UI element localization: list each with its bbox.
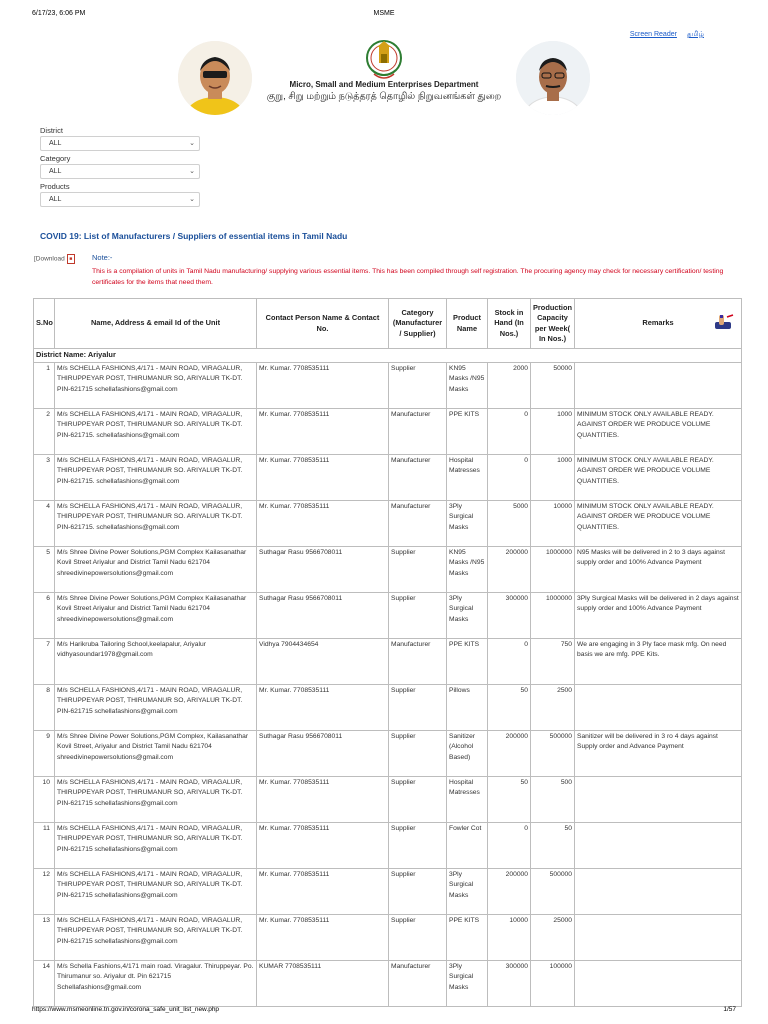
cell-category: Supplier (389, 592, 447, 638)
cell-category: Manufacturer (389, 454, 447, 500)
table-row (34, 362, 742, 408)
cell-unit: M/s SCHELLA FASHIONS,4/171 - MAIN ROAD, VIRAGALUR, THIRUPPEYAR POST, THIRUMANUR SO. ARIYALUR TK-DT. PIN-621715. schellafashions@gmail.com (55, 454, 257, 500)
table-row (34, 960, 742, 1006)
cell-sno: 2 (34, 408, 55, 454)
table-row (34, 500, 742, 546)
cell-remarks (575, 776, 742, 822)
cell-category: Supplier (389, 730, 447, 776)
cell-contact: Suthagar Rasu 9566708011 (257, 730, 389, 776)
cell-capacity: 500000 (531, 868, 575, 914)
cell-stock: 50 (488, 776, 531, 822)
district-label: District (40, 126, 63, 135)
table-row (34, 868, 742, 914)
header-contact: Contact Person Name & Contact No. (257, 299, 389, 349)
top-links (622, 30, 704, 39)
filters-panel (40, 126, 202, 210)
cell-unit: M/s SCHELLA FASHIONS,4/171 - MAIN ROAD, VIRAGALUR, THIRUPPEYAR POST, THIRUMANUR SO, ARIYALUR TK-DT. PIN-621715 schellafashions@gmail.com (55, 822, 257, 868)
cell-contact: Mr. Kumar. 7708535111 (257, 362, 389, 408)
cell-remarks: MINIMUM STOCK ONLY AVAILABLE READY. AGAINST ORDER WE PRODUCE VOLUME QUANTITIES. (575, 454, 742, 500)
district-select-value: ALL (49, 140, 62, 147)
cell-unit: M/s SCHELLA FASHIONS,4/171 - MAIN ROAD, VIRAGALUR, THIRUPPEYAR POST, THIRUMANUR SO, ARIYALUR TK-DT. PIN-621715 schellafashions@gmail.com (55, 362, 257, 408)
header-remarks-label: Remarks (642, 318, 674, 328)
cell-remarks (575, 914, 742, 960)
cell-contact: Mr. Kumar. 7708535111 (257, 868, 389, 914)
cell-category: Supplier (389, 914, 447, 960)
cell-remarks (575, 362, 742, 408)
cell-capacity: 1000000 (531, 592, 575, 638)
cell-stock: 200000 (488, 730, 531, 776)
cell-contact: Mr. Kumar. 7708535111 (257, 914, 389, 960)
cell-capacity: 25000 (531, 914, 575, 960)
screen-reader-link[interactable]: Screen Reader (629, 31, 677, 38)
cell-stock: 0 (488, 638, 531, 684)
table-header-row (34, 299, 742, 349)
download-label: [Download (34, 255, 65, 263)
cell-capacity: 1000 (531, 454, 575, 500)
cell-capacity: 50 (531, 822, 575, 868)
cell-sno: 13 (34, 914, 55, 960)
cell-contact: Mr. Kumar. 7708535111 (257, 776, 389, 822)
cell-contact: KUMAR 7708535111 (257, 960, 389, 1006)
cell-contact: Mr. Kumar. 7708535111 (257, 408, 389, 454)
cell-stock: 200000 (488, 546, 531, 592)
cell-contact: Suthagar Rasu 9566708011 (257, 592, 389, 638)
print-title: MSME (373, 10, 395, 17)
cell-product: Hospital Matresses (447, 776, 488, 822)
cell-product: Sanitizer (Alcohol Based) (447, 730, 488, 776)
cell-stock: 10000 (488, 914, 531, 960)
department-heading (0, 80, 768, 103)
district-row (34, 349, 742, 363)
cell-category: Manufacturer (389, 960, 447, 1006)
table-row (34, 546, 742, 592)
cell-sno: 11 (34, 822, 55, 868)
cell-contact: Mr. Kumar. 7708535111 (257, 684, 389, 730)
cell-unit: M/s SCHELLA FASHIONS,4/171 - MAIN ROAD, VIRAGALUR, THIRUPPEYAR POST, THIRUMANUR SO, ARIYALUR TK-DT. PIN-621715 schellafashions@gmail.com (55, 868, 257, 914)
page-url: https://www.msmeonline.tn.gov.in/corona_safe_unit_list_new.php (32, 1006, 220, 1013)
cell-unit: M/s Schella Fashions,4/171 main road. Viragalur. Thiruppeyar. Po. Thirumanur so. Ariyalur dt. Pin 621715 Schellafashions@gmail.com (55, 960, 257, 1006)
note-label: Note:- (92, 253, 113, 262)
cell-capacity: 1000000 (531, 546, 575, 592)
table-row (34, 454, 742, 500)
products-select-value: ALL (49, 196, 62, 203)
cell-sno: 8 (34, 684, 55, 730)
cell-unit: M/s SCHELLA FASHIONS,4/171 - MAIN ROAD, VIRAGALUR, THIRUPPEYAR POST, THIRUMANUR SO. ARIYALUR TK-DT. PIN-621715. schellafashions@gmail.com (55, 408, 257, 454)
cell-sno: 7 (34, 638, 55, 684)
cell-sno: 3 (34, 454, 55, 500)
department-name-english: Micro, Small and Medium Enterprises Department (289, 80, 479, 89)
pdf-icon[interactable]: ■ (67, 254, 75, 264)
table-row (34, 638, 742, 684)
cell-product: KN95 Masks /N95 Masks (447, 362, 488, 408)
cell-remarks: We are engaging in 3 Ply face mask mfg. On need basis we are mfg. PPE Kits. (575, 638, 742, 684)
cell-sno: 10 (34, 776, 55, 822)
tamil-nadu-emblem (362, 38, 406, 84)
cell-stock: 5000 (488, 500, 531, 546)
cell-stock: 0 (488, 454, 531, 500)
cell-unit: M/s Shree Divine Power Solutions,PGM Complex, Kailasanathar Kovil Street, Ariyalur and District Tamil Nadu 621704 shreedivinepowersolutions@gmail.com (55, 730, 257, 776)
district-select[interactable] (40, 136, 200, 151)
download-link[interactable] (34, 254, 75, 264)
table-row (34, 822, 742, 868)
cell-category: Supplier (389, 868, 447, 914)
header-unit: Name, Address & email Id of the Unit (55, 299, 257, 349)
page-title: COVID 19: List of Manufacturers / Suppliers of essential items in Tamil Nadu (40, 231, 348, 241)
cell-product: 3Ply Surgical Masks (447, 960, 488, 1006)
cell-sno: 14 (34, 960, 55, 1006)
cell-stock: 50 (488, 684, 531, 730)
cell-remarks (575, 684, 742, 730)
cell-product: 3Ply Surgical Masks (447, 500, 488, 546)
cell-stock: 200000 (488, 868, 531, 914)
cell-contact: Mr. Kumar. 7708535111 (257, 822, 389, 868)
cell-category: Supplier (389, 822, 447, 868)
cell-sno: 6 (34, 592, 55, 638)
table-row (34, 776, 742, 822)
chevron-down-icon: ⌄ (189, 196, 195, 203)
cell-product: 3Ply Surgical Masks (447, 592, 488, 638)
department-name-tamil: குறு, சிறு மற்றும் நடுத்தரத் தொழில் நிறுவனங்கள் துறை (266, 91, 502, 102)
cell-remarks: MINIMUM STOCK ONLY AVAILABLE READY. AGAINST ORDER WE PRODUCE VOLUME QUANTITIES. (575, 500, 742, 546)
cell-sno: 9 (34, 730, 55, 776)
header-category: Category (Manufacturer / Supplier) (389, 299, 447, 349)
header-stock: Stock in Hand (In Nos.) (488, 299, 531, 349)
cell-unit: M/s Harikruba Tailoring School,keelapalur, Ariyalur vidhyasoundar1978@gmail.com (55, 638, 257, 684)
header-capacity: Production Capacity per Week( In Nos.) (531, 299, 575, 349)
cell-category: Supplier (389, 362, 447, 408)
table-row (34, 730, 742, 776)
cell-sno: 5 (34, 546, 55, 592)
cell-unit: M/s Shree Divine Power Solutions,PGM Complex Kailasanathar Kovil Street Ariyalur and District Tamil Nadu 621704 shreedivinepowersolutions@gmail.com (55, 546, 257, 592)
category-select[interactable] (40, 164, 200, 179)
cell-remarks: N95 Masks will be delivered in 2 to 3 days against supply order and 100% Advance Payment (575, 546, 742, 592)
print-header (32, 10, 736, 22)
manufacturers-table (33, 298, 742, 1007)
cell-sno: 4 (34, 500, 55, 546)
cell-remarks (575, 822, 742, 868)
products-select[interactable] (40, 192, 200, 207)
cell-product: PPE KITS (447, 408, 488, 454)
cell-category: Supplier (389, 546, 447, 592)
cell-capacity: 500000 (531, 730, 575, 776)
cell-capacity: 1000 (531, 408, 575, 454)
cell-category: Manufacturer (389, 638, 447, 684)
page-number: 1/57 (723, 1006, 736, 1013)
cell-stock: 0 (488, 822, 531, 868)
cell-contact: Mr. Kumar. 7708535111 (257, 500, 389, 546)
cell-sno: 1 (34, 362, 55, 408)
table-row (34, 592, 742, 638)
cell-contact: Suthagar Rasu 9566708011 (257, 546, 389, 592)
cell-stock: 0 (488, 408, 531, 454)
header-remarks (575, 299, 742, 349)
voting-finger-icon (713, 313, 735, 335)
cell-unit: M/s SCHELLA FASHIONS,4/171 - MAIN ROAD, VIRAGALUR, THIRUPPEYAR POST, THIRUMANUR SO. ARIYALUR TK-DT. PIN-621715. schellafashions@gmail.com (55, 500, 257, 546)
cell-unit: M/s SCHELLA FASHIONS,4/171 - MAIN ROAD, VIRAGALUR, THIRUPPEYAR POST, THIRUMANUR SO, ARIYALUR TK-DT. PIN-621715 schellafashions@gmail.com (55, 684, 257, 730)
cell-product: PPE KITS (447, 638, 488, 684)
cell-capacity: 750 (531, 638, 575, 684)
cell-capacity: 100000 (531, 960, 575, 1006)
cell-product: PPE KITS (447, 914, 488, 960)
header-sno: S.No (34, 299, 55, 349)
products-label: Products (40, 182, 70, 191)
cell-capacity: 50000 (531, 362, 575, 408)
cell-remarks: 3Ply Surgical Masks will be delivered in 2 days against supply order and 100% Advance Payment (575, 592, 742, 638)
district-name: District Name: Ariyalur (34, 349, 742, 363)
print-footer (32, 1006, 736, 1016)
cell-remarks (575, 960, 742, 1006)
table-row (34, 684, 742, 730)
print-date: 6/17/23, 6:06 PM (32, 10, 86, 17)
note-text: This is a compilation of units in Tamil Nadu manufacturing/ supplying various essential items. This has been compiled through self registration. The procuring agency may check for necessary certification/ testing certificates for the items that need them. (92, 268, 724, 286)
cell-capacity: 10000 (531, 500, 575, 546)
cell-capacity: 2500 (531, 684, 575, 730)
cell-product: KN95 Masks /N95 Masks (447, 546, 488, 592)
cell-capacity: 500 (531, 776, 575, 822)
table-row (34, 914, 742, 960)
cell-category: Manufacturer (389, 408, 447, 454)
cell-unit: M/s SCHELLA FASHIONS,4/171 - MAIN ROAD, VIRAGALUR, THIRUPPEYAR POST, THIRUMANUR SO, ARIYALUR TK-DT. PIN-621715 schellafashions@gmail.com (55, 914, 257, 960)
tamil-language-link[interactable]: தமிழ் (686, 31, 704, 38)
cell-contact: Mr. Kumar. 7708535111 (257, 454, 389, 500)
chevron-down-icon: ⌄ (189, 168, 195, 175)
cell-product: Fowler Cot (447, 822, 488, 868)
cell-unit: M/s SCHELLA FASHIONS,4/171 - MAIN ROAD, VIRAGALUR, THIRUPPEYAR POST, THIRUMANUR SO, ARIYALUR TK-DT. PIN-621715 schellafashions@gmail.com (55, 776, 257, 822)
cell-unit: M/s Shree Divine Power Solutions,PGM Complex Kailasanathar Kovil Street Ariyalur and District Tamil Nadu 621704 shreedivinepowersolutions@gmail.com (55, 592, 257, 638)
header-product: Product Name (447, 299, 488, 349)
category-label: Category (40, 154, 71, 163)
table-row (34, 408, 742, 454)
cell-stock: 300000 (488, 592, 531, 638)
cell-stock: 300000 (488, 960, 531, 1006)
chevron-down-icon: ⌄ (189, 140, 195, 147)
portrait-right (516, 41, 590, 115)
cell-category: Supplier (389, 776, 447, 822)
cell-product: 3Ply Surgical Masks (447, 868, 488, 914)
cell-remarks: Sanitizer will be delivered in 3 ro 4 days against Supply order and Advance Payment (575, 730, 742, 776)
cell-category: Manufacturer (389, 500, 447, 546)
category-select-value: ALL (49, 168, 62, 175)
cell-product: Hospital Matresses (447, 454, 488, 500)
cell-product: Pillows (447, 684, 488, 730)
cell-stock: 2000 (488, 362, 531, 408)
cell-category: Supplier (389, 684, 447, 730)
cell-remarks: MINIMUM STOCK ONLY AVAILABLE READY. AGAINST ORDER WE PRODUCE VOLUME QUANTITIES. (575, 408, 742, 454)
portrait-left (178, 41, 252, 115)
cell-sno: 12 (34, 868, 55, 914)
cell-remarks (575, 868, 742, 914)
cell-contact: Vidhya 7904434654 (257, 638, 389, 684)
